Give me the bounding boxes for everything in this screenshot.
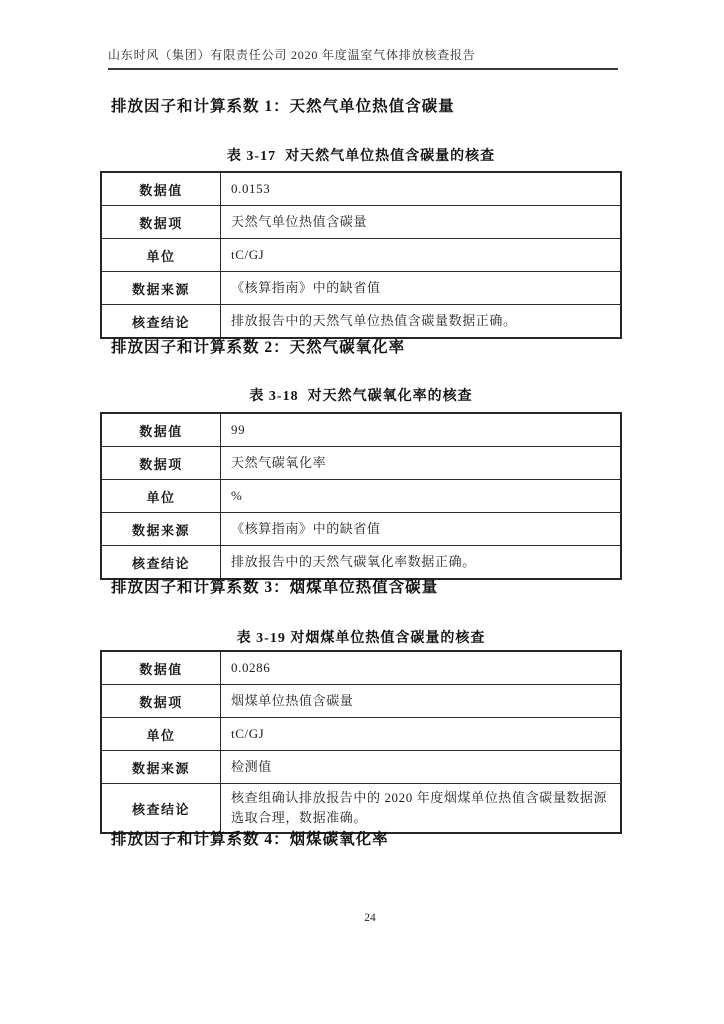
row-label: 单位 [101, 480, 221, 513]
row-value: 《核算指南》中的缺省值 [221, 513, 622, 546]
row-label: 数据值 [101, 172, 221, 206]
page-number: 24 [364, 912, 376, 924]
row-label: 核查结论 [101, 305, 221, 339]
table-row [101, 513, 621, 546]
table-row [101, 447, 621, 480]
row-value: 天然气碳氧化率 [221, 447, 622, 480]
row-label: 数据来源 [101, 751, 221, 784]
row-value: 天然气单位热值含碳量 [221, 206, 622, 239]
row-label: 数据值 [101, 651, 221, 685]
table-row [101, 546, 621, 580]
table-row [101, 685, 621, 718]
section-heading-1: 排放因子和计算系数 1：天然气单位热值含碳量 [111, 98, 455, 115]
table-title-3-17: 表 3-17 对天然气单位热值含碳量的核查 [226, 149, 496, 164]
row-value: 99 [221, 413, 622, 447]
table-title-3-18: 表 3-18 对天然气碳氧化率的核查 [249, 389, 473, 404]
table-row [101, 413, 621, 447]
table-row [101, 305, 621, 339]
row-label: 数据项 [101, 685, 221, 718]
table-row [101, 239, 621, 272]
row-value: 检测值 [221, 751, 622, 784]
table-row [101, 480, 621, 513]
table-row [101, 651, 621, 685]
table-row [101, 206, 621, 239]
row-label: 核查结论 [101, 546, 221, 580]
row-label: 核查结论 [101, 784, 221, 834]
row-label: 单位 [101, 239, 221, 272]
table-row [101, 272, 621, 305]
row-label: 数据来源 [101, 272, 221, 305]
table-row [101, 784, 621, 834]
page-header: 山东时风（集团）有限责任公司 2020 年度温室气体排放核查报告 [108, 46, 618, 70]
table-row [101, 751, 621, 784]
row-label: 单位 [101, 718, 221, 751]
row-value: 0.0286 [221, 651, 622, 685]
row-value: 《核算指南》中的缺省值 [221, 272, 622, 305]
row-label: 数据项 [101, 206, 221, 239]
row-value: 0.0153 [221, 172, 622, 206]
section-heading-3: 排放因子和计算系数 3：烟煤单位热值含碳量 [111, 579, 439, 596]
row-value: tC/GJ [221, 239, 622, 272]
row-label: 数据项 [101, 447, 221, 480]
row-value: % [221, 480, 622, 513]
table-3-18 [100, 412, 622, 580]
table-row [101, 718, 621, 751]
table-3-19 [100, 650, 622, 834]
table-3-17 [100, 171, 622, 339]
section-heading-4: 排放因子和计算系数 4：烟煤碳氧化率 [111, 831, 389, 848]
row-value: 排放报告中的天然气碳氧化率数据正确。 [221, 546, 622, 580]
table-row [101, 172, 621, 206]
section-heading-2: 排放因子和计算系数 2：天然气碳氧化率 [111, 339, 406, 356]
row-value: 核查组确认排放报告中的 2020 年度烟煤单位热值含碳量数据源选取合理，数据准确。 [221, 784, 622, 834]
row-value: 烟煤单位热值含碳量 [221, 685, 622, 718]
table-title-3-19: 表 3-19 对烟煤单位热值含碳量的核查 [236, 631, 486, 646]
row-value: tC/GJ [221, 718, 622, 751]
row-label: 数据来源 [101, 513, 221, 546]
row-label: 数据值 [101, 413, 221, 447]
row-value: 排放报告中的天然气单位热值含碳量数据正确。 [221, 305, 622, 339]
